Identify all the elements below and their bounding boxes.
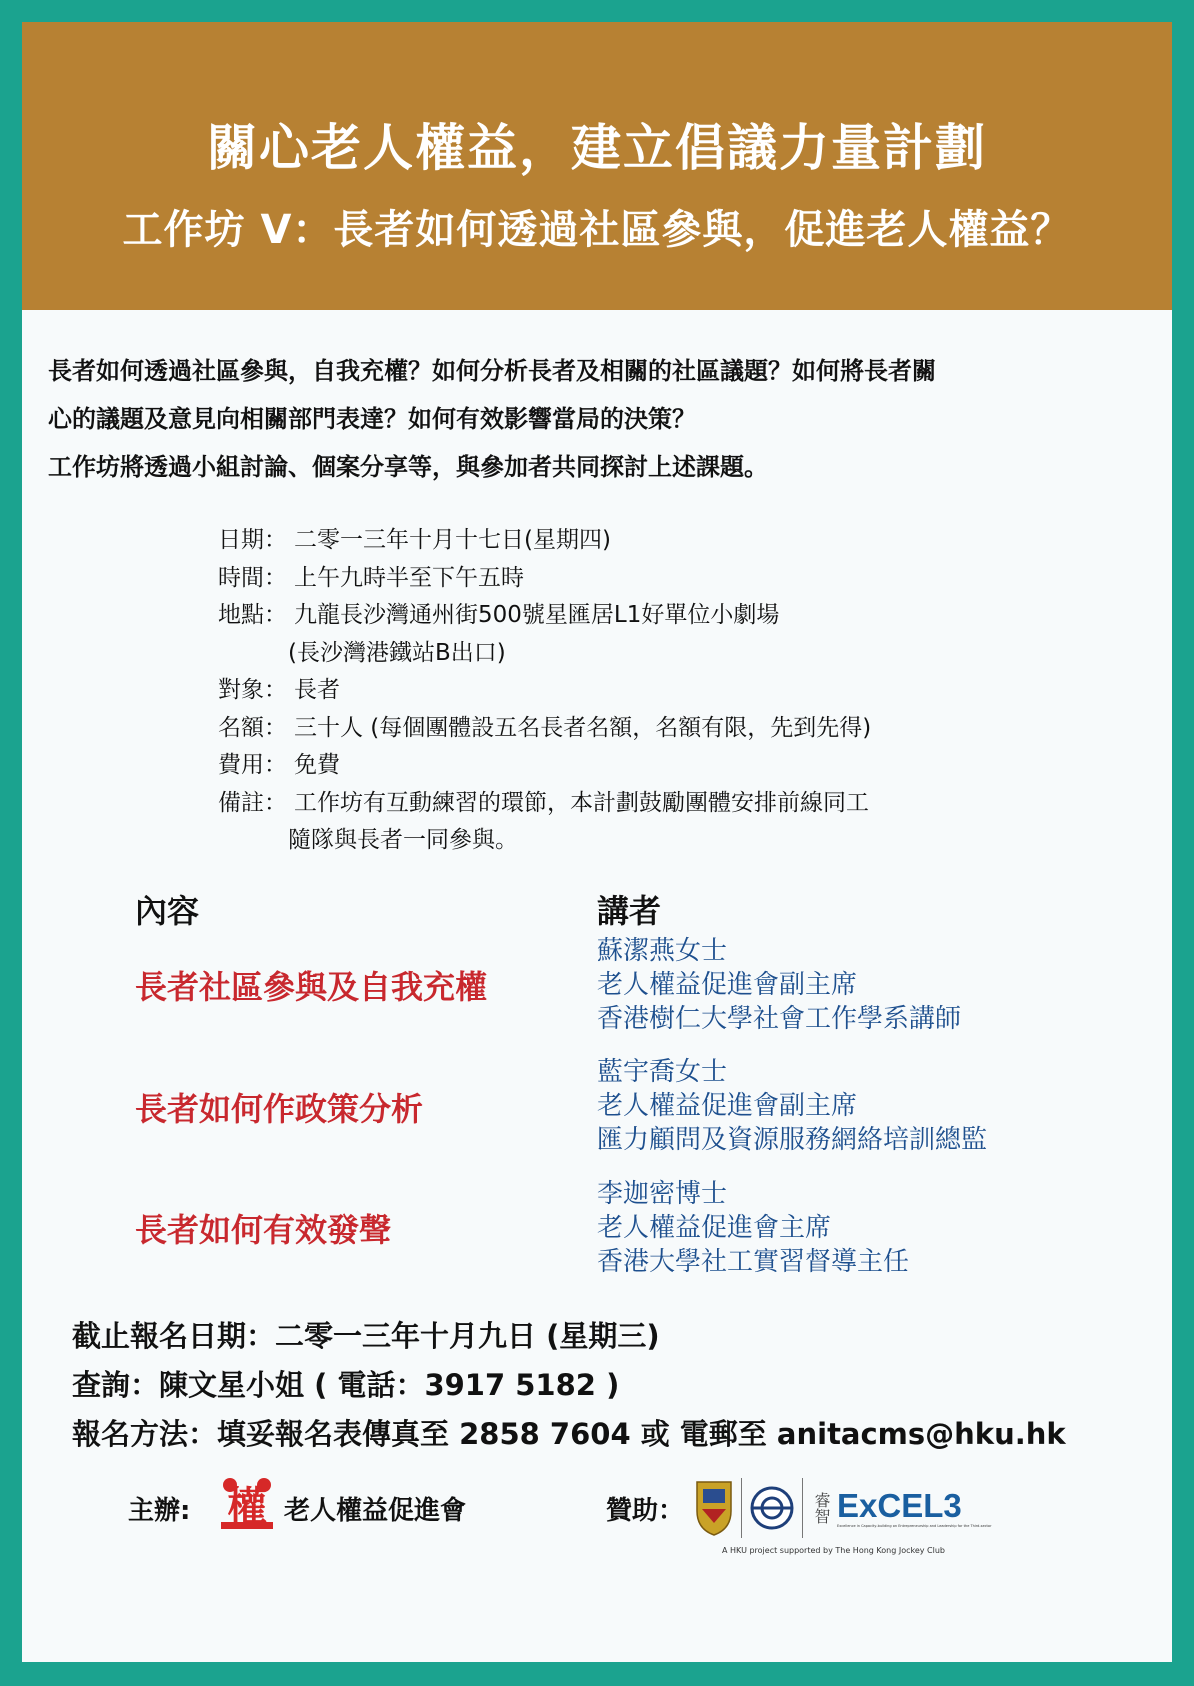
detail-label: 費用： [218,752,287,778]
content-header: 內容 [135,892,200,930]
detail-value: 長者 [294,677,340,703]
jockey-club-logo-icon [749,1485,795,1531]
project-note: A HKU project supported by The Hong Kong Jockey Club [722,1546,945,1555]
detail-label: 名額： [218,714,287,741]
hku-crest-icon [694,1479,734,1537]
speaker-role: 老人權益促進會副主席 [597,970,858,1000]
excel-chinese-mark: 睿智 [812,1492,831,1524]
enquiry-text: 查詢：陳文星小姐 ( 電話：3917 5182 ) [72,1368,620,1402]
detail-time [218,560,871,598]
header-banner [22,22,1172,310]
topic-item: 長者如何作政策分析 [135,1090,424,1128]
organizer-logo-icon [219,1476,275,1534]
detail-value: 工作坊有互動練習的環節，本計劃鼓勵團體安排前線同工 [294,789,869,816]
detail-remark-cont: 隨隊與長者一同參與。 [288,827,518,853]
deadline-text: 截止報名日期：二零一三年十月九日 (星期三) [72,1319,660,1353]
detail-value: 免費 [294,752,340,778]
detail-venue-note: (長沙灣港鐵站B出口) [288,639,506,666]
detail-label: 日期： [218,527,287,553]
page-title: 關心老人權益，建立倡議力量計劃 [207,119,987,177]
organizer-logo-char: 權 [227,1484,267,1530]
speaker-block [597,934,961,1036]
organizer-name: 老人權益促進會 [284,1496,467,1526]
excel-logo [810,1488,992,1528]
detail-value: 上午九時半至下午五時 [294,564,524,591]
detail-value: 三十人 (每個團體設五名長者名額，名額有限，先到先得) [294,714,872,741]
speaker-name: 蘇潔燕女士 [597,936,728,966]
excel-wordmark: ExCEL3 [837,1487,962,1524]
detail-label: 地點： [218,602,287,628]
detail-label: 時間： [218,564,287,591]
intro-line: 長者如何透過社區參與，自我充權？如何分析長者及相關的社區議題？如何將長者關 [48,357,936,385]
topic-item: 長者社區參與及自我充權 [135,968,488,1006]
speaker-role: 香港樹仁大學社會工作學系講師 [597,1004,962,1034]
registration-method-text: 報名方法：填妥報名表傳真至 2858 7604 或 電郵至 anitacms@hku.hk [72,1417,1066,1451]
detail-target [218,672,871,710]
poster-frame [22,22,1172,1662]
intro-line: 心的議題及意見向相關部門表達？如何有效影響當局的決策？ [48,405,696,433]
detail-remark [218,785,871,823]
page-subtitle: 工作坊 V：長者如何透過社區參與，促進老人權益？ [122,207,1072,253]
speaker-header: 講者 [597,892,662,930]
speaker-role: 老人權益促進會主席 [597,1213,832,1243]
speaker-role: 老人權益促進會副主席 [597,1091,858,1121]
detail-fee [218,747,871,785]
intro-line: 工作坊將透過小組討論、個案分享等，與參加者共同探討上述課題。 [48,453,768,481]
organizer-label: 主辦: [128,1496,191,1526]
logo-divider [741,1478,742,1538]
detail-label: 對象： [218,677,287,703]
registration-info [72,1312,1066,1459]
detail-date [218,522,871,560]
sponsor-label: 贊助： [606,1496,685,1526]
event-details [218,522,871,860]
speaker-role: 香港大學社工實習督導主任 [597,1247,910,1277]
speaker-block [597,1177,909,1279]
detail-value: 九龍長沙灣通州街500號星匯居L1好單位小劇場 [294,602,780,628]
detail-venue [218,597,871,635]
excel-tagline: Excellence in Capacity-building on Entrepreneurship and Leadership for the Third-sector [837,1524,992,1528]
speaker-name: 李迦密博士 [597,1179,728,1209]
topic-item: 長者如何有效發聲 [135,1211,392,1249]
detail-quota [218,710,871,748]
sponsor-logos [694,1472,992,1544]
speaker-block [597,1055,987,1157]
detail-value: 二零一三年十月十七日(星期四) [294,527,611,553]
logo-divider [802,1478,803,1538]
speaker-role: 匯力顧問及資源服務網絡培訓總監 [597,1125,988,1155]
intro-paragraph [48,347,1148,491]
speaker-name: 藍宇喬女士 [597,1057,728,1087]
detail-label: 備註： [218,789,287,816]
